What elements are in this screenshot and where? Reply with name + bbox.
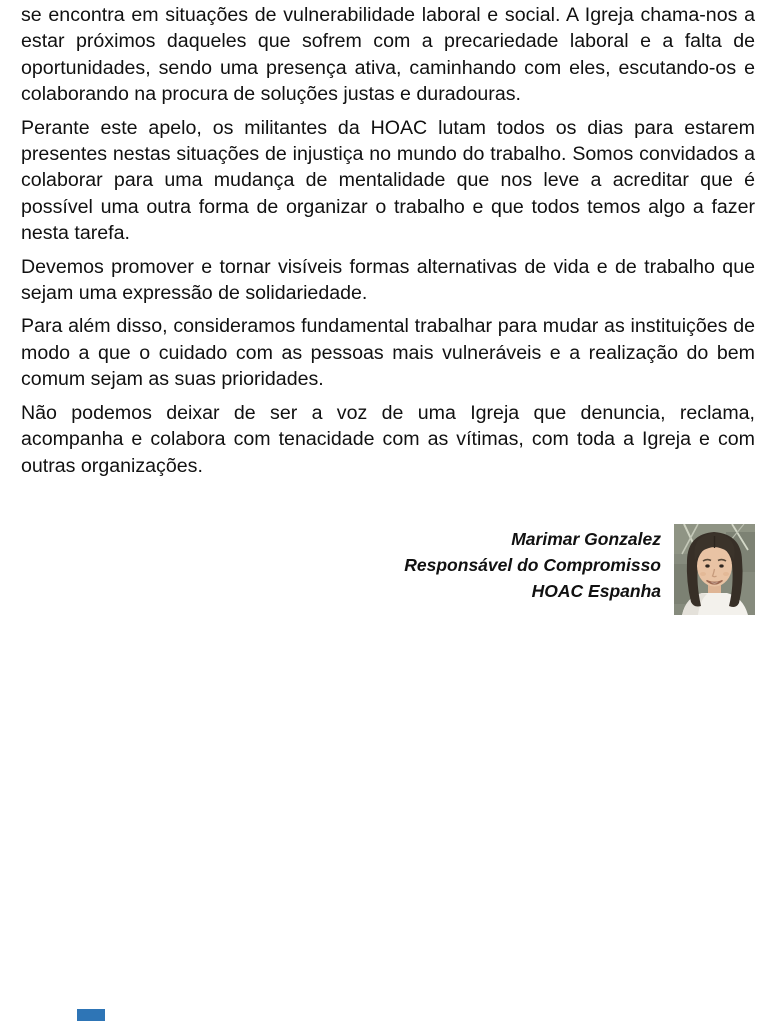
signature-org: HOAC Espanha (531, 581, 661, 601)
signature-role: Responsável do Compromisso (404, 555, 661, 575)
paragraph: se encontra em situações de vulnerabilidade laboral e social. A Igreja chama-nos a estar próximos daqueles que sofrem com a precariedade laboral e a falta de oportunidades, sendo uma presença ativa, caminhando com eles, escutando-os e colaborando na procura de soluções justas e duradouras. (21, 4, 755, 106)
signature-name: Marimar Gonzalez (511, 529, 661, 549)
paragraph: Para além disso, consideramos fundamental trabalhar para mudar as instituições de modo a que o cuidado com as pessoas mais vulneráveis e a realização do bem comum sejam as suas prioridades. (21, 315, 755, 391)
body-text (21, 2, 755, 486)
footer-page-mark (77, 1009, 105, 1021)
signature-text (404, 524, 661, 604)
paragraph: Não podemos deixar de ser a voz de uma Igreja que denuncia, reclama, acompanha e colabora com tenacidade com as vítimas, com toda a Igreja e com outras organizações. (21, 401, 755, 477)
portrait-photo (674, 524, 755, 615)
portrait-photo-graphic (674, 524, 755, 615)
paragraph: Perante este apelo, os militantes da HOAC lutam todos os dias para estarem presentes nestas situações de injustiça no mundo do trabalho. Somos convidados a colaborar para uma mudança de mentalidade que nos leve a acreditar que é possível uma outra forma de organizar o trabalho e que todos temos algo a fazer nesta tarefa. (21, 116, 755, 245)
paragraph: Devemos promover e tornar visíveis formas alternativas de vida e de trabalho que sejam uma expressão de solidariedade. (21, 255, 755, 305)
signature-block (404, 524, 755, 615)
